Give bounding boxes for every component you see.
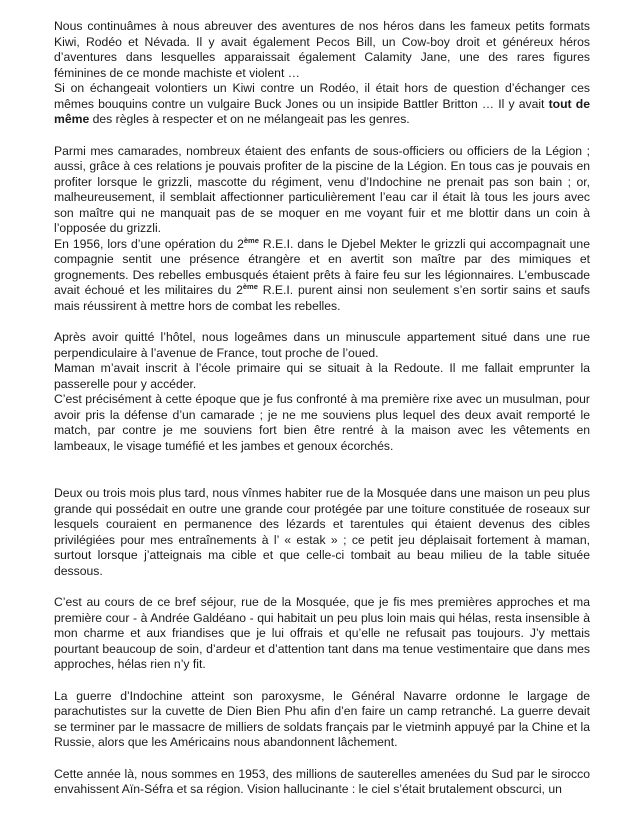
- text-run: R.E.I. purent ainsi non seulement s’en sortir sains et saufs mais réussirent à mettre hors de combat les rebelles.: [54, 283, 590, 313]
- text-run: En 1956, lors d’une opération du 2: [54, 236, 244, 251]
- paragraph: C’est au cours de ce bref séjour, rue de la Mosquée, que je fis mes premières approches et ma première cour - à Andrée Galdéano - qui habitait un peu plus loin mais qui hélas, resta insensible à mon charme et aux friandises que je lui offrais et qu’elle ne refusait pas toujours. J’y mettais pourtant beaucoup de soin, d’ardeur et d’attention tant dans ma tenue vestimentaire que dans mes approches, hélas rien n’y fit.: [54, 595, 590, 671]
- superscript: ème: [242, 281, 258, 291]
- paragraph: La guerre d’Indochine atteint son paroxysme, le Général Navarre ordonne le largage de parachutistes sur la cuvette de Dien Bien Phu afin d’en faire un camp retranché. La guerre devait se terminer par le massacre de milliers de soldats français par le vietminh appuyé par la Chine et la Russie, alors que les Américains nous abandonnent lâchement.: [54, 688, 590, 749]
- superscript: ème: [243, 235, 259, 245]
- paragraph: Deux ou trois mois plus tard, nous vînmes habiter rue de la Mosquée dans une maison un peu plus grande qui possédait en outre une grande cour protégée par une toiture constituée de roseaux sur lesquels couraient en permanence des lézards et tarentules qui étaient devenus des cibles privilégiées pour mes entraînements à l’ « estak » ; ce petit jeu déplaisait fortement à maman, surtout lorsque j’atteignais ma cible et que celle-ci tombait au beau milieu de la table située dessous.: [54, 486, 590, 578]
- paragraph: Cette année là, nous sommes en 1953, des millions de sauterelles amenées du Sud par le sirocco envahissent Aïn-Séfra et sa région. Vision hallucinante : le ciel s’était brutalement obscurci, un: [54, 766, 590, 796]
- paragraph-gap: [54, 579, 590, 595]
- bold-text: tout de même: [54, 96, 590, 126]
- paragraph: Nous continuâmes à nous abreuver des aventures de nos héros dans les fameux petits formats Kiwi, Rodéo et Névada. Il y avait également Pecos Bill, un Cow-boy droit et généreux héros d’aventures dans lesquelles apparaissait également Calamity Jane, une des rares figures féminines de ce monde machiste et violent …: [54, 19, 590, 80]
- paragraph: Maman m’avait inscrit à l’école primaire qui se situait à la Redoute. Il me fallait emprunter la passerelle pour y accéder.: [54, 361, 590, 391]
- paragraph: Après avoir quitté l’hôtel, nous logeâmes dans un minuscule appartement situé dans une rue perpendiculaire à l’avenue de France, tout proche de l’oued.: [54, 330, 590, 360]
- paragraph: Parmi mes camarades, nombreux étaient des enfants de sous-officiers ou officiers de la Légion ; aussi, grâce à ces relations je pouvais profiter de la piscine de la Légion. En tous cas je pouvais en profiter lorsque le grizzli, mascotte du régiment, venu d’Indochine ne prenait pas son bain ; or, malheureusement, il semblait affectionner particulièrement l’eau car il était là tous les jours avec son maître qui ne manquait pas de se moquer en me voyant fuir et me blottir dans un coin à l’opposée du grizzli.: [54, 143, 590, 235]
- paragraph: [54, 81, 590, 128]
- paragraph: C’est précisément à cette époque que je fus confronté à ma première rixe avec un musulman, pour avoir pris la défense d’un camarade ; je ne me souviens plus lequel des deux avait remporté le match, par contre je me souviens fort bien être rentré à la maison avec les vêtements en lambeaux, le visage tuméfié et les jambes et genoux écorchés.: [54, 392, 590, 453]
- text-run: des règles à respecter et on ne mélangeait pas les genres.: [92, 112, 410, 126]
- text-run: R.E.I. dans le Djebel Mekter le grizzli qui accompagnait une compagnie sentit une présence étrangère et en avertit son maître par des mimiques et grognements. Des rebelles embusqués étaient prêts à faire feu sur les légionnaires. L’embuscade avait échoué et les militaires du 2: [54, 236, 590, 297]
- paragraph-gap: [54, 314, 590, 330]
- paragraph-gap: [54, 673, 590, 689]
- paragraph: [54, 237, 590, 315]
- paragraph-gap: [54, 751, 590, 767]
- text-run: Si on échangeait volontiers un Kiwi contre un Rodéo, il était hors de question d’échanger ces mêmes bouquins contre un vulgaire Buck Jones ou un insipide Battler Britton … Il y avait: [54, 81, 590, 111]
- paragraph-gap: [54, 128, 590, 144]
- paragraph-gap: [54, 454, 590, 486]
